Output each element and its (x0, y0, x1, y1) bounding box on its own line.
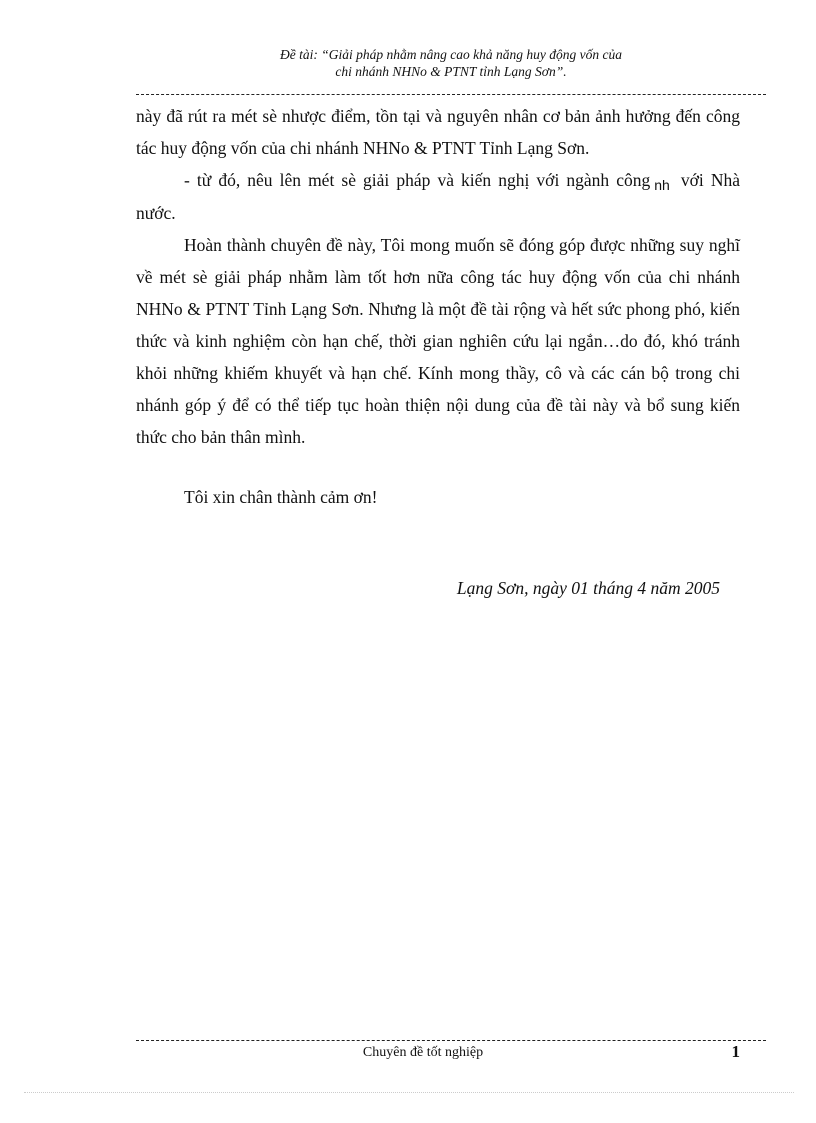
page-header (136, 46, 766, 80)
footer-title: Chuyên đề tốt nghiệp (362, 1045, 484, 1060)
paragraph-recommendations (136, 164, 740, 229)
paragraph-conclusion: Hoàn thành chuyên đề này, Tôi mong muốn sẽ đóng góp được những suy nghĩ về mét sè giải pháp nhằm làm tốt hơn nữa công tác huy động vốn của chi nhánh NHNo & PTNT Tỉnh Lạng Sơn. Nhưng là một đề tài rộng và hết sức phong phó, kiến thức và kinh nghiệm còn hạn chế, thời gian nghiên cứu lại ngắn…do đó, khó tránh khỏi những khiếm khuyết và hạn chế. Kính mong thầy, cô và các cán bộ trong chi nhánh góp ý để có thể tiếp tục hoàn thiện nội dung của đề tài này và bổ sung kiến thức cho bản thân mình. (136, 235, 740, 447)
body-text (136, 100, 740, 513)
recommendations-text-start: - từ đó, nêu lên mét sè giải pháp và kiến nghị với ngành công (184, 170, 651, 190)
header-line-1: Đề tài: “Giải pháp nhằm nâng cao khả năng huy động vốn của (280, 47, 622, 62)
header-divider (136, 94, 766, 95)
paragraph-findings: này đã rút ra mét sè nhược điểm, tồn tại và nguyên nhân cơ bản ảnh hưởng đến công tác huy động vốn của chi nhánh NHNo & PTNT Tỉnh Lạng Sơn. (136, 106, 740, 158)
page-number: 1 (731, 1042, 740, 1061)
footer-divider (136, 1040, 766, 1041)
thanks-line: Tôi xin chân thành cảm ơn! (184, 487, 378, 507)
recommendations-text-end: với Nhà nước. (136, 170, 741, 223)
page-edge-line (24, 1092, 794, 1093)
place-date-signoff: Lạng Sơn, ngày 01 tháng 4 năm 2005 (456, 578, 720, 598)
header-line-2: chi nhánh NHNo & PTNT tỉnh Lạng Sơn”. (335, 64, 567, 79)
recommendations-inline-fragment: nh (654, 177, 670, 193)
